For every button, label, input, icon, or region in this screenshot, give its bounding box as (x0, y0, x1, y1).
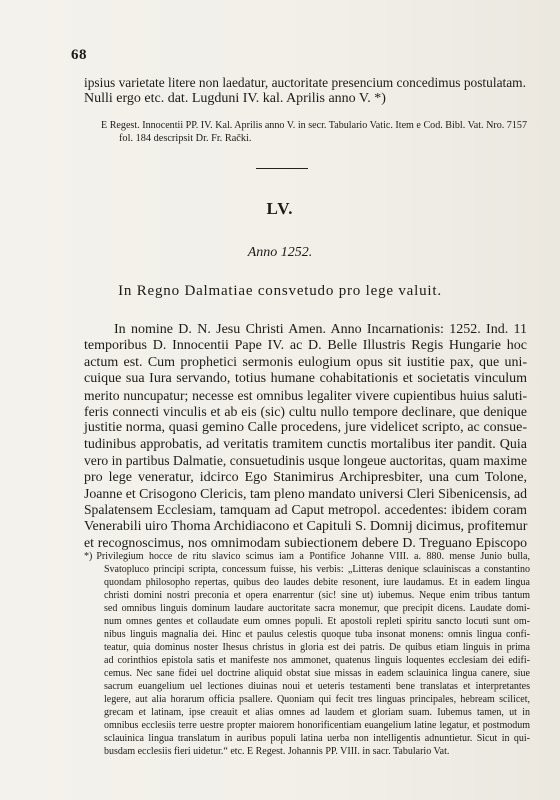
body-line: In nomine D. N. Jesu Christi Amen. Anno Incarnationis: 1252. Ind. 11 (114, 322, 527, 337)
footnote-line: teatur, quia dominus noster Ihesus christus in gloria est dei patris. De quibus etiam linguis in prima (104, 642, 530, 653)
body-line: pro lege veneratur, idcirco Ego Stanimirus Archipresbiter, una cum Tolone, (84, 469, 527, 485)
footnote-line: ad corinthios epistola satis et manifeste nos ammonet, quatenus linguis loquentes ecclesiam dei edifi- (104, 655, 530, 666)
body-line: Joanne et Crisogono Clericis, tam pleno mandato universi Cleri Sibenicensis, ad (84, 486, 527, 502)
footnote-line: nibus linguis magnalia dei. Hinc et paulus celestis quoque tuba insonat monens: omnis lingua confi- (104, 629, 530, 640)
body-line: Spalatensem Ecclesiam, tamquam ad Caput metropol. accedentes: ibidem coram (84, 502, 527, 518)
continuation-text (84, 75, 527, 107)
footnote-line: busdam ecclesiis fieri uidetur.“ etc. E Regest. Johannis PP. VIII. in sacr. Tabulario Vat. (104, 746, 450, 757)
footnote-line: quondam philosopho repertas, quibus deo laudes debite resonent, iure laudamus. Et in eadem lingua (104, 577, 530, 588)
body-line: temporibus D. Innocentii Pape IV. ac D. Belle Illustris Regis Hungarie hoc (84, 338, 527, 354)
footnote-text: Privilegium hocce de ritu slavico scimus iam a Pontifice Johanne VIII. a. 880. mense Junio bulla, (96, 551, 530, 562)
continuation-line: ipsius varietate litere non laedatur, auctoritate presencium concedimus postulatam. (84, 75, 526, 90)
source-note-line: fol. 184 descripsit Dr. Fr. Rački. (119, 133, 252, 144)
body-line: feris connecti vinculis et ab eis (sic) cultu nullo tempore declinare, que denique (84, 404, 527, 420)
body-line: cuique sua Iura servando, totius humane cohabitationis et societatis vinculum (84, 371, 527, 387)
footnote-line (84, 550, 530, 563)
footnote-line: sed omnibus linguis dominum laudare auctoritate sacra monemur, que precipit dicens. Laudate domi- (104, 603, 530, 614)
section-divider (256, 168, 308, 169)
footnote-line: christi domini nostri preconia et opera enarrentur (sic! sine ut) iubemus. Neque enim tribus tantum (104, 590, 530, 601)
body-line: justitie norma, quasi gemino Calle procedens, jure videlicet scripto, ac consue- (84, 420, 527, 436)
footnote-line: cemus. Nec sane fidei uel doctrine aliquid obstat siue missas in eadem sclauinica lingua canere, siue (104, 668, 530, 679)
footnote-line: Svatopluco principi scripta, concessum fuisse, his verbis: „Litteras denique sclauiniscas a constantino (104, 564, 530, 575)
body-line: actum est. Cum prophetici sermonis eulogium opus sit iustitie pax, que uni- (84, 354, 527, 370)
footnote-line: grecam et latinam, ipse creauit et alias omnes ad laudem et gloriam suam. Iubemus tamen, ut in (104, 707, 530, 718)
footnote-line: sacrum euangelium uel lectiones diuinas noui et ueteris testamenti bene translatas et interpretantes (104, 681, 530, 692)
document-title: In Regno Dalmatiae consvetudo pro lege valuit. (118, 283, 442, 299)
body-line: vero in partibus Dalmatie, consuetudinis usque longeue auctoritas, quam maxime (84, 453, 527, 469)
page-number: 68 (71, 47, 87, 63)
document-number: LV. (266, 199, 294, 218)
body-line: merito nuncupatur; necesse est omnibus legaliter vivere cupientibus huius saluti- (84, 387, 527, 403)
source-note-line: E Regest. Innocentii PP. IV. Kal. Aprilis anno V. in secr. Tabulario Vatic. Item e Cod. Bibl. Vat. Nro. 7157 (101, 120, 527, 131)
body-line: Venerabili uiro Thoma Archidiacono et Capituli S. Domnij dicimus, profitemur (84, 518, 528, 534)
document-body (84, 322, 527, 552)
body-line: tudinibus approbatis, ad veritatis tramitem cunctis mortalibus iter pandit. Quia (84, 436, 527, 452)
footnote-mark: *) (84, 551, 93, 562)
footnote-line: sclauinica lingua translatum in auribus populi latina uerba non intelligentis adnuntietur. Sicut in qui- (104, 733, 530, 744)
footnote-line: num omnes gentes et collaudate eum omnes populi. Et apostoli repleti spiritu sancto locuti sunt om- (104, 616, 530, 627)
source-note (101, 119, 527, 145)
footnote-line: legere, aut alia horarum officia psallere. Quoniam qui fecit tres linguas principales, hebream scilicet, (104, 694, 530, 705)
footnote-line: omnibus ecclesiis terre uestre propter maiorem honorificentiam euangelium latine legatur, et postmodum (104, 720, 530, 731)
footnote (84, 550, 530, 758)
body-line: et recognoscimus, nos omnimodam subiectionem debere D. Treguano Episcopo (84, 535, 527, 551)
continuation-line: Nulli ergo etc. dat. Lugduni IV. kal. Aprilis anno V. *) (84, 91, 386, 106)
document-year: Anno 1252. (247, 245, 313, 260)
